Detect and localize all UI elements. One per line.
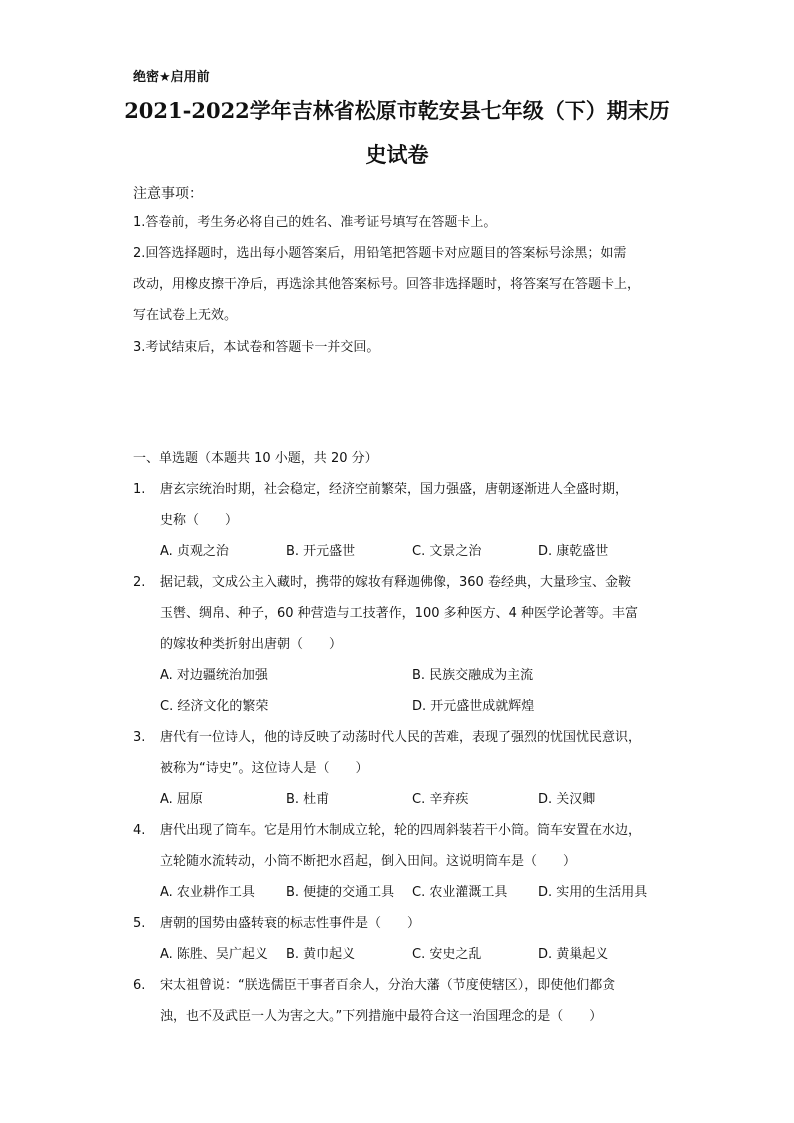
page-title-line-2: 史试卷 (365, 142, 429, 167)
option-c: C. 辛弃疾 (412, 792, 469, 807)
option-c: C. 安史之乱 (412, 947, 482, 962)
question-text: 唐朝的国势由盛转衰的标志性事件是（ ） (160, 916, 421, 931)
question-text: 立轮随水流转动，小筒不断把水舀起，倒入田间。这说明筒车是（ ） (160, 854, 577, 869)
option-b: B. 开元盛世 (286, 544, 356, 559)
option-a: A. 贞观之治 (160, 544, 229, 559)
question-number: 6. (133, 978, 146, 993)
option-a: A. 陈胜、吴广起义 (160, 947, 268, 962)
option-c: C. 农业灌溉工具 (412, 885, 508, 900)
option-d: D. 关汉卿 (538, 792, 596, 807)
secret-label: 绝密★启用前 (133, 70, 210, 85)
option-a: A. 对边疆统治加强 (160, 668, 268, 683)
question-number: 5. (133, 916, 146, 931)
option-d: D. 黄巢起义 (538, 947, 609, 962)
page-title-line-1: 2021-2022学年吉林省松原市乾安县七年级（下）期末历 (124, 98, 670, 123)
option-c: C. 经济文化的繁荣 (160, 699, 269, 714)
question-text: 浊，也不及武臣一人为害之大。”下列措施中最符合这一治国理念的是（ ） (160, 1009, 603, 1024)
option-b: B. 黄巾起义 (286, 947, 356, 962)
question-text: 史称（ ） (160, 513, 239, 528)
notice-heading: 注意事项： (133, 186, 203, 202)
option-b: B. 民族交融成为主流 (412, 668, 534, 683)
option-b: B. 杜甫 (286, 792, 330, 807)
question-number: 4. (133, 823, 146, 838)
option-d: D. 实用的生活用具 (538, 885, 648, 900)
question-text: 唐代出现了筒车。它是用竹木制成立轮，轮的四周斜装若干小筒。筒车安置在水边， (160, 823, 642, 838)
question-number: 3. (133, 730, 146, 745)
notice-line: 改动，用橡皮擦干净后，再选涂其他答案标号。回答非选择题时，将答案写在答题卡上， (133, 277, 641, 292)
option-a: A. 农业耕作工具 (160, 885, 255, 900)
question-number: 2. (133, 575, 146, 590)
option-d: D. 开元盛世成就辉煌 (412, 699, 535, 714)
option-c: C. 文景之治 (412, 544, 482, 559)
question-text: 宋太祖曾说：“朕选儒臣干事者百余人，分治大藩（节度使辖区），即使他们都贪 (160, 978, 616, 993)
notice-line: 写在试卷上无效。 (133, 308, 238, 323)
question-text: 据记载，文成公主入藏时，携带的嫁妆有释迦佛像，360 卷经典，大量珍宝、金鞍 (160, 575, 631, 590)
question-text: 的嫁妆种类折射出唐朝（ ） (160, 637, 343, 652)
option-d: D. 康乾盛世 (538, 544, 609, 559)
notice-line: 3.考试结束后，本试卷和答题卡一并交回。 (133, 340, 380, 355)
section-heading: 一、单选题（本题共 10 小题，共 20 分） (133, 451, 378, 466)
question-number: 1. (133, 482, 146, 497)
notice-line: 2.回答选择题时，选出每小题答案后，用铅笔把答题卡对应题目的答案标号涂黑；如需 (133, 246, 627, 261)
option-b: B. 便捷的交通工具 (286, 885, 395, 900)
question-text: 玉辔、绸帛、种子，60 种营造与工技著作，100 多种医方、4 种医学论著等。丰富 (160, 606, 639, 621)
notice-line: 1.答卷前，考生务必将自己的姓名、准考证号填写在答题卡上。 (133, 215, 497, 230)
question-text: 被称为“诗史”。这位诗人是（ ） (160, 761, 369, 776)
question-text: 唐玄宗统治时期，社会稳定，经济空前繁荣，国力强盛，唐朝逐渐进人全盛时期， (160, 482, 629, 497)
option-a: A. 屈原 (160, 792, 203, 807)
question-text: 唐代有一位诗人，他的诗反映了动荡时代人民的苦难，表现了强烈的忧国忧民意识， (160, 730, 642, 745)
